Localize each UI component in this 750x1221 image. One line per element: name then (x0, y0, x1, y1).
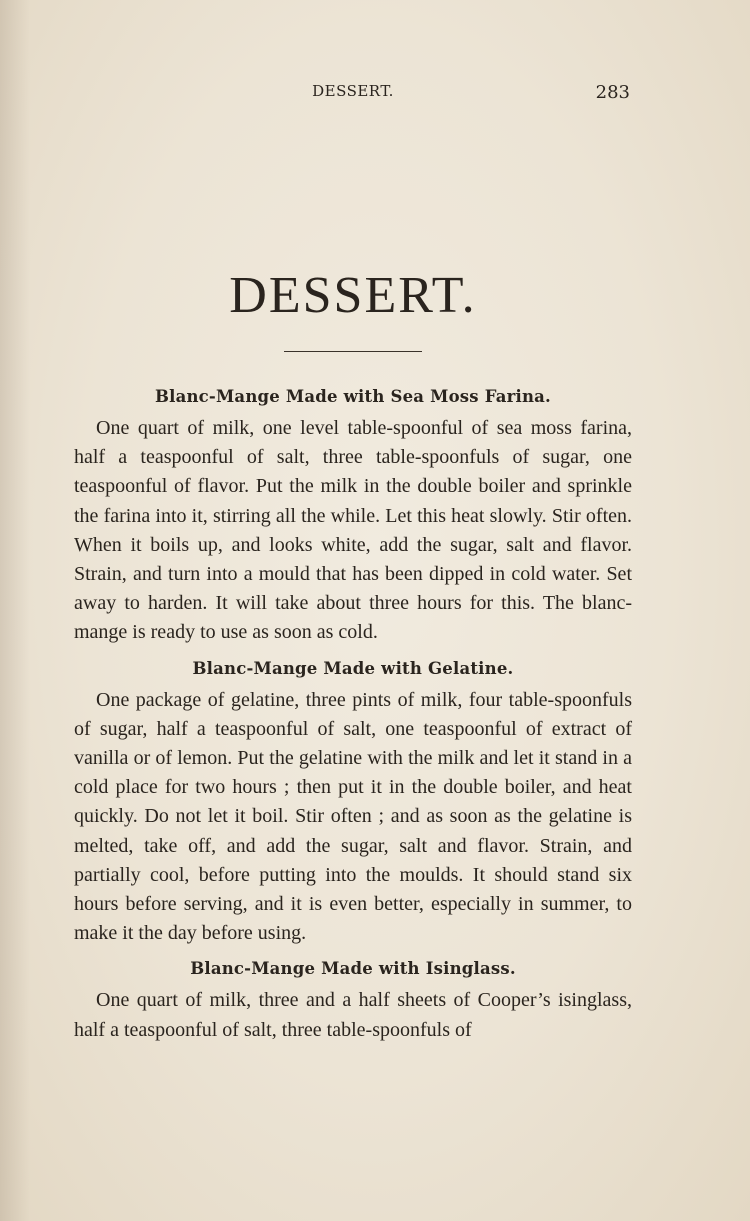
recipe-heading: Blanc-Mange Made with Isinglass. (190, 959, 516, 979)
recipe-body: One quart of milk, three and a half sheets of Cooper’s isinglass, half a teaspoonful of salt, three table-spoonfuls of (74, 989, 632, 1041)
recipe-sea-moss-farina (74, 380, 632, 648)
page-gutter-shadow (0, 0, 30, 1221)
recipe-body: One package of gelatine, three pints of milk, four table-spoonfuls of sugar, half a teaspoonful of salt, one teaspoonful of extract of vanilla or of lemon. Put the gelatine with the milk and let it stand in a cold place for two hours ; then put it in the double boiler, and heat quickly. Do not let it boil. Stir often ; and as soon as the gelatine is melted, take off, and add the sugar, salt and flavor. Strain, and partially cool, before putting into the moulds. It should stand six hours before serving, and it is even better, especially in summer, to make it the day before using. (74, 688, 632, 945)
page-number: 283 (595, 82, 630, 103)
recipe-heading: Blanc-Mange Made with Sea Moss Farina. (154, 387, 552, 406)
recipe-body: One quart of milk, one level table-spoonful of sea moss farina, half a teaspoonful of salt, three table-spoonfuls of sugar, one teaspoonful of flavor. Put the milk in the double boiler and sprinkle the farina into it, stirring all the while. Let this heat slowly. Stir often. When it boils up, and looks white, add the sugar, salt and flavor. Strain, and turn into a mould that has been dipped in cold water. Set away to harden. It will take about three hours for this. The blanc-mange is ready to use as soon as cold. (74, 417, 632, 644)
running-head-title: DESSERT. (312, 82, 394, 100)
recipe-heading: Blanc-Mange Made with Gelatine. (192, 658, 514, 678)
page-content (74, 380, 632, 1049)
recipe-isinglass (74, 952, 632, 1044)
recipe-gelatine (74, 652, 632, 949)
chapter-title: DESSERT. (229, 267, 477, 324)
running-head (74, 82, 632, 108)
title-divider (284, 351, 422, 352)
